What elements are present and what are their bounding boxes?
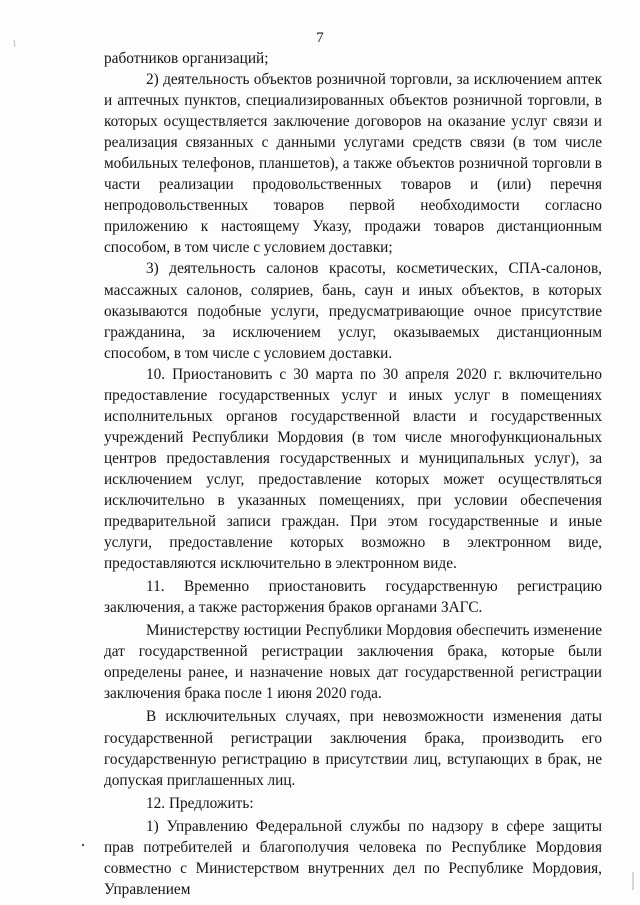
- paragraph-item-11-ministry: Министерству юстиции Республики Мордовия обеспечить изменение дат государственной регистрации заключения брака, которые были определены ранее, и назначение новых дат государственной регистрации заключения брака после 1 июня 2020 года.: [104, 622, 602, 703]
- paragraph-item-11-exceptional: В исключительных случаях, при невозможности изменения даты государственной регистрации заключения брака, производить его государственную регистрацию в присутствии лиц, вступающих в брак, не допуская приглашенных лиц.: [104, 708, 602, 789]
- document-body: [104, 48, 602, 900]
- paragraph-item-12-1: 1) Управлению Федеральной службы по надзору в сфере защиты прав потребителей и благополучия человека по Республике Мордовия совместно с Министерством внутренних дел по Республике Мордовия, Управлением: [104, 817, 602, 898]
- paragraph-continuation: работников организаций;: [104, 50, 269, 67]
- paragraph-item-9-3: 3) деятельность салонов красоты, косметических, СПА-салонов, массажных салонов, соляриев, бань, саун и иных объектов, в которых оказываются подобные услуги, предусматривающие очное присутствие гражданина, за исключением услуг, оказываемых дистанционным способом, в том числе с условием доставки.: [104, 260, 602, 362]
- paragraph-item-10: 10. Приостановить с 30 марта по 30 апреля 2020 г. включительно предоставление государственных услуг и иных услуг в помещениях исполнительных органов государственной власти и государственных учреждений Республики Мордовия (в том числе многофункциональных центров предоставления государственных и муниципальных услуг), за исключением услуг, предоставление которых может осуществляться исключительно в указанных помещениях, при условии обеспечения предварительной записи граждан. При этом государственные и иные услуги, предоставление которых возможно в электронном виде, предоставляются исключительно в электронном виде.: [104, 365, 602, 573]
- page-number: 7: [316, 30, 324, 46]
- paragraph-item-11: 11. Временно приостановить государственную регистрацию заключения, а также расторжения браков органами ЗАГС.: [104, 578, 602, 617]
- scan-speck: [82, 844, 84, 846]
- paragraph-item-9-2: 2) деятельность объектов розничной торговли, за исключением аптек и аптечных пунктов, специализированных объектов розничной торговли, в которых осуществляется заключение договоров на оказание услуг связи и реализация связанных с данными услугами средств связи (в том числе мобильных телефонов, планшетов), а также объектов розничной торговли в части реализации продовольственных товаров и (или) перечня непродовольственных товаров первой необходимости согласно приложению к настоящему Указу, продажи товаров дистанционным способом, в том числе с условием доставки;: [104, 71, 602, 257]
- paragraph-item-12: 12. Предложить:: [146, 794, 254, 812]
